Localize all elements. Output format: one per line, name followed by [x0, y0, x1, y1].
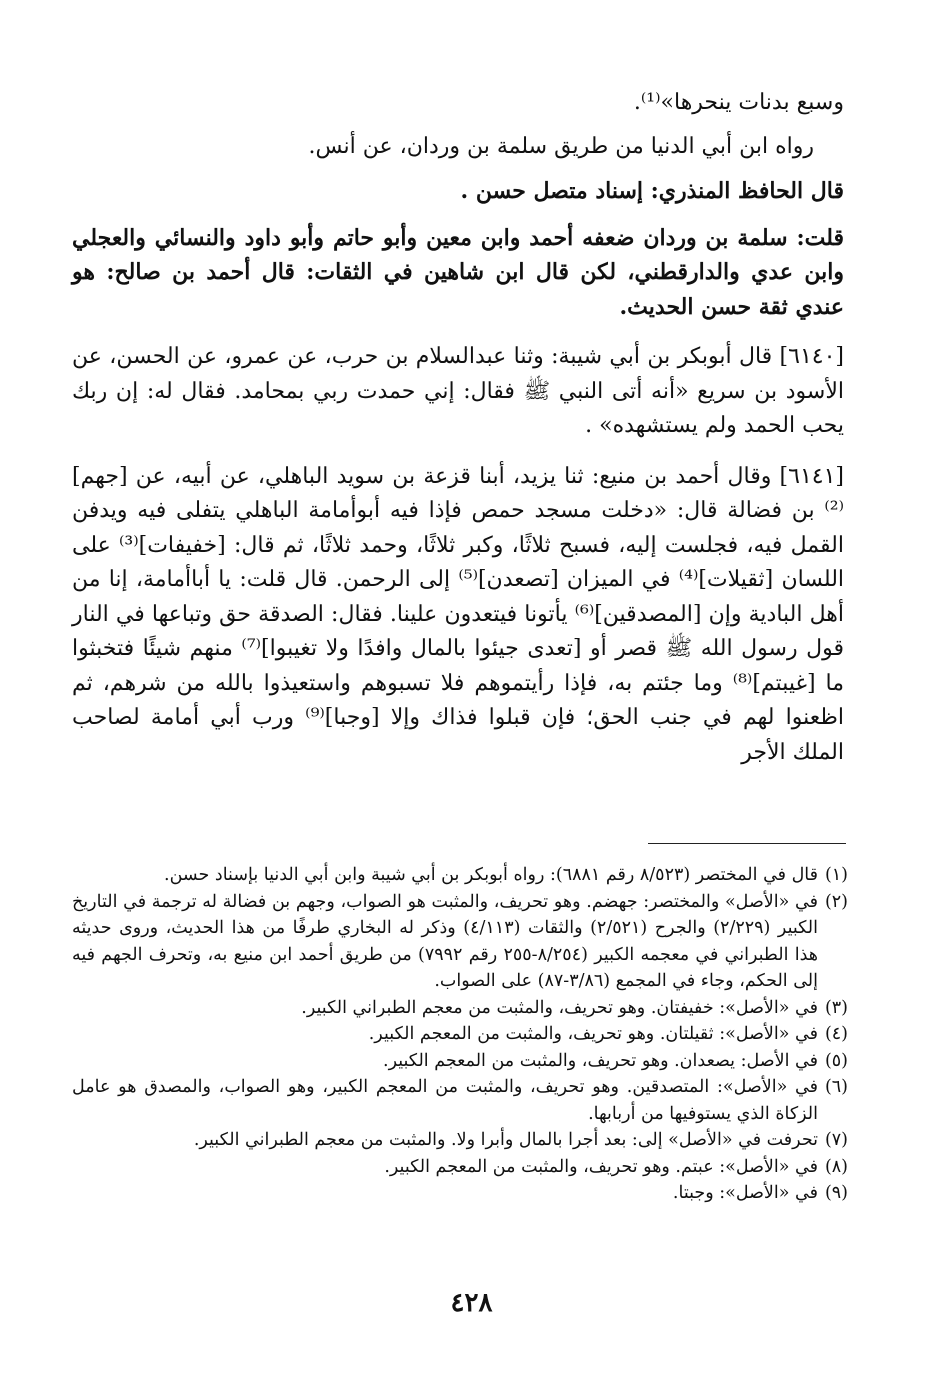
- paragraph-mundhiri: قال الحافظ المنذري: إسناد متصل حسن .: [460, 178, 844, 204]
- footnote-number: (٧): [824, 1130, 848, 1150]
- footnote-number: (٥): [824, 1050, 848, 1071]
- footnote-text: في «الأصل» والمختصر: جهضم. وهو تحريف، والمثبت هو الصواب، وجهم بن فضالة له ترجمة في التاريخ الكبير (٢/٢٢٩) والجرح (٢/٥٢١) والثقات (٤/١١٣) وذكر له البخاري طرفًا من هذا الحديث، وروى حديثه هذا الطبراني في معجمه الكبير (٨/٢٥٤-٢٥٥ رقم ٧٩٩٢) من طريق أحمد ابن منيع به، وتحرف الجهم فيه إلى الحكم، وجاء في المجمع (٣/٨٦-٨٧) على الصواب.: [72, 891, 818, 991]
- main-text: [72, 86, 844, 770]
- footnote-text: قال في المختصر (٨/٥٢٣ رقم ٦٨٨١): رواه أبوبكر بن أبي شيبة وابن أبي الدنيا بإسناد حسن.: [164, 865, 818, 885]
- footnote-text: في الأصل: يصعدان. وهو تحريف، والمثبت من المعجم الكبير.: [383, 1050, 818, 1071]
- hadith-6140: [٦١٤٠] قال أبوبكر بن أبي شيبة: وثنا عبدالسلام بن حرب، عن عمرو، عن الحسن، عن الأسود بن سريع «أنه أتى النبي ﷺ فقال: إني حمدت ربي بمحامد. فقال له: إن ربك يحب الحمد ولم يستشهده» .: [72, 344, 844, 438]
- footnote: [72, 1021, 848, 1048]
- footnotes: [72, 862, 848, 1207]
- footnote-number: (٤): [824, 1024, 848, 1044]
- footnote-text: في «الأصل»: وجبتا.: [672, 1183, 818, 1203]
- footnote-number: (٦): [824, 1077, 848, 1097]
- paragraph-commentary: قلت: سلمة بن وردان ضعفه أحمد وابن معين وأبو حاتم وأبو داود والنسائي والعجلي وابن عدي والدارقطني، لكن قال ابن شاهين في الثقات: قال أحمد بن صالح: هو عندي ثقة حسن الحديث.: [72, 224, 844, 320]
- footnote: [72, 1154, 848, 1181]
- footnote-number: (٣): [824, 997, 848, 1018]
- footnote-number: (١): [824, 865, 848, 885]
- footnote: [72, 995, 848, 1022]
- footnote: [72, 1127, 848, 1154]
- footnote: [72, 1074, 848, 1127]
- page-number: ٤٢٨: [450, 1288, 493, 1318]
- footnote-text: في «الأصل»: خفيفتان. وهو تحريف، والمثبت من معجم الطبراني الكبير.: [301, 997, 818, 1018]
- paragraph-narration: رواه ابن أبي الدنيا من طريق سلمة بن وردان، عن أنس.: [308, 133, 814, 159]
- footnote-text: في «الأصل»: المتصدقين. وهو تحريف، والمثبت من المعجم الكبير، وهو الصواب، والمصدق هو عامل الزكاة الذي يستوفيها من أربابها.: [72, 1077, 818, 1124]
- paragraph-continuation: وسبع بدنات ينحرها»⁽¹⁾.: [633, 90, 844, 115]
- footnote-number: (٨): [824, 1156, 848, 1177]
- footnote-divider: [648, 843, 846, 844]
- footnote: [72, 889, 848, 995]
- footnote: [72, 1048, 848, 1075]
- footnote-text: تحرفت في «الأصل» إلى: بعد أجرا بالمال وأبرا ولا. والمثبت من معجم الطبراني الكبير.: [193, 1130, 818, 1150]
- hadith-6141: [٦١٤١] وقال أحمد بن منيع: ثنا يزيد، أبنا قزعة بن سويد الباهلي، عن أبيه، عن [جهم]⁽²⁾ بن فضالة قال: «دخلت مسجد حمص فإذا فيه أبوأمامة الباهلي يتفلى فيه ويدفن القمل فيه، فجلست إليه، فسبح ثلاثًا، وكبر ثلاثًا، وحمد ثلاثًا، ثم قال: [خفيفات]⁽³⁾ على اللسان [ثقيلات]⁽⁴⁾ في الميزان [تصعدن]⁽⁵⁾ إلى الرحمن. قال قلت: يا أباأمامة، إنا من أهل البادية وإن [المصدقين]⁽⁶⁾ يأتونا فيتعدون علينا. فقال: الصدقة حق وتباعها في النار قول رسول الله ﷺ قصر أو [تعدى جيئوا بالمال وافدًا ولا تغيبوا]⁽⁷⁾ منهم شيئًا فتخبثوا ما [غيبتم]⁽⁸⁾ وما جئتم به، فإذا رأيتموهم فلا تسبوهم واستعيذوا بالله من شرهم، ثم اظعنوا لهم في جنب الحق؛ فإن قبلوا فذاك وإلا [وجبا]⁽⁹⁾ ورب أبي أمامة لصاحب الملك الأجر: [72, 463, 845, 765]
- footnote-number: (٩): [824, 1183, 848, 1203]
- footnote-text: في «الأصل»: ثقيلتان. وهو تحريف، والمثبت من المعجم الكبير.: [368, 1024, 818, 1044]
- footnote: [72, 862, 848, 889]
- footnote-text: في «الأصل»: عبتم. وهو تحريف، والمثبت من المعجم الكبير.: [384, 1156, 818, 1177]
- footnote: [72, 1180, 848, 1207]
- footnote-number: (٢): [824, 891, 848, 912]
